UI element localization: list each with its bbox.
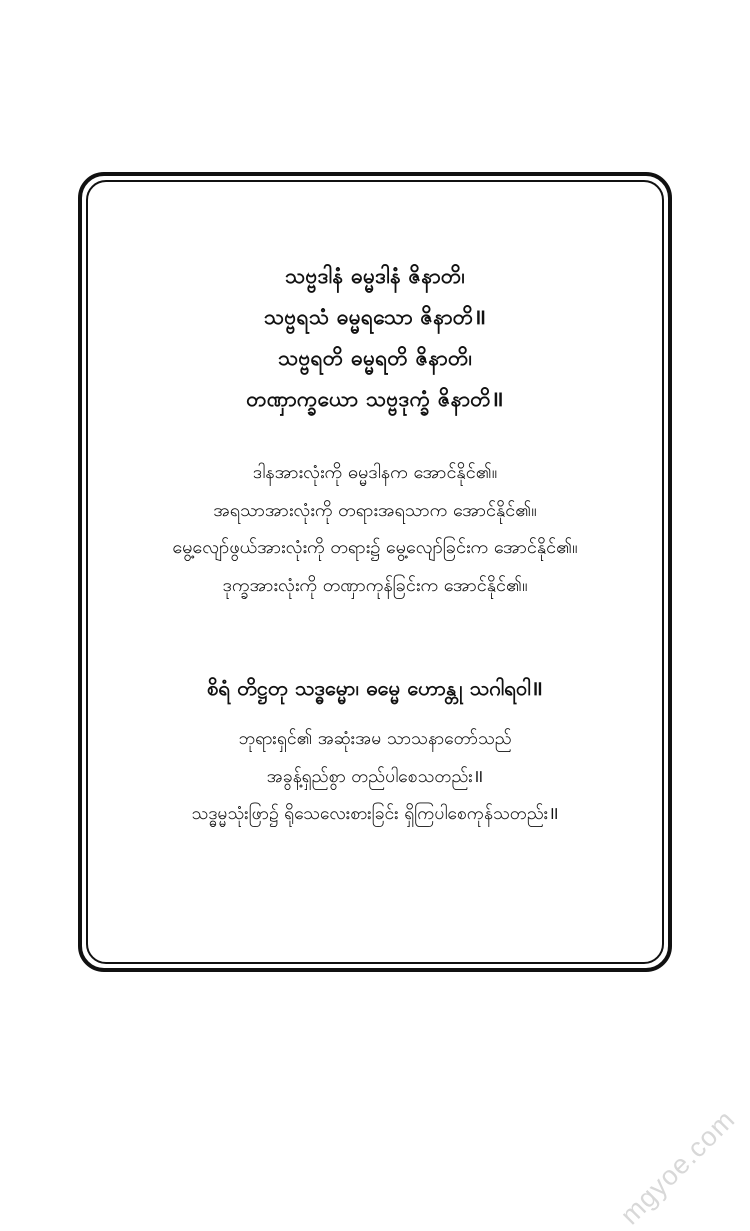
section-spacer (122, 605, 628, 635)
pali-verse-line: သဗ္ဗရတိ ဓမ္မရတိ ဇိနာတိ၊ (277, 345, 473, 370)
pali-blessing (122, 669, 628, 707)
blessing-line: အခွန့်ရှည်စွာ တည်ပါစေသတည်း॥ (266, 766, 484, 787)
burmese-blessing (122, 721, 628, 834)
pali-verse-line: သဗ္ဗဒါနံ ဓမ္မဒါနံ ဇိနာတိ၊ (284, 264, 466, 288)
burmese-translation (122, 454, 628, 605)
blessing-line: သဒ္ဓမ္မသုံးဖြာ၌ ရိုသေလေးစားခြင်း ရှိကြပါစေကုန်သတည်း॥ (191, 804, 559, 825)
pali-verse (122, 256, 628, 420)
translation-line: ဒုက္ခအားလုံးကို တဏှာကုန်ခြင်းက အောင်နိုင်၏။ (222, 575, 528, 597)
watermark: mgyoe.com (615, 1104, 742, 1231)
page-content (100, 196, 650, 948)
translation-line: မွေ့လျော်ဖွယ်အားလုံးကို တရား၌ မွေ့လျော်ခြင်းက အောင်နိုင်၏။ (172, 537, 578, 559)
pali-verse-line: တဏှာက္ခယော သဗ္ဗဒုက္ခံ ဇိနာတိ॥ (246, 386, 504, 411)
translation-line: ဒါနအားလုံးကို ဓမ္မဒါနက အောင်နိုင်၏။ (252, 461, 498, 483)
blessing-line: ဘုရားရှင်၏ အဆုံးအမ သာသနာတော်သည် (238, 728, 512, 749)
pali-blessing-line: စိရံ တိဋ္ဌတု သဒ္ဓမ္မော၊ ဓမ္မေ ဟောန္တု သဂါရဝါ॥ (206, 675, 544, 700)
pali-verse-line: သဗ္ဗရသံ ဓမ္မရသော ဇိနာတိ॥ (263, 304, 487, 329)
translation-line: အရသာအားလုံးကို တရားအရသာက အောင်နိုင်၏။ (213, 499, 537, 521)
